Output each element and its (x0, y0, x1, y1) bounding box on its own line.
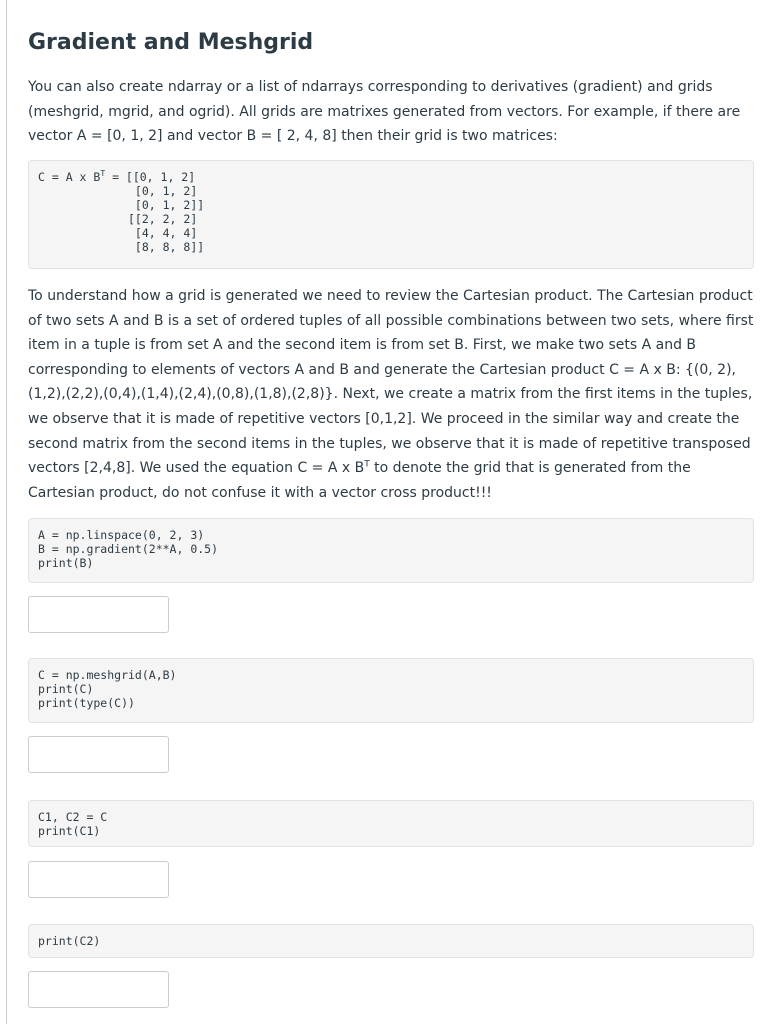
left-border-rule (6, 0, 7, 1024)
grid-example-first-row: = [[0, 1, 2] (105, 170, 196, 184)
output-box-unpack[interactable] (28, 861, 169, 898)
output-box-meshgrid[interactable] (28, 736, 169, 773)
grid-example-row: [4, 4, 4] (38, 226, 198, 240)
grid-example-row: [0, 1, 2] (38, 184, 198, 198)
grid-example-lhs: C = A x B (38, 170, 101, 184)
output-box-print-c2[interactable] (28, 971, 169, 1008)
grid-example-row: [[2, 2, 2] (38, 212, 198, 226)
page-title: Gradient and Meshgrid (28, 30, 314, 55)
grid-example-transpose: T (100, 169, 106, 179)
output-box-gradient[interactable] (28, 596, 169, 633)
intro-paragraph: You can also create ndarray or a list of ndarrays corresponding to derivatives (gradient) and grids (meshgrid, mgrid, and ogrid). All grids are matrixes generated from vectors. For example, if there are vector A = [0, 1, 2] and vector B = [ 2, 4, 8] then their grid is two matrices: (28, 79, 741, 145)
cartesian-explanation-paragraph (28, 284, 758, 505)
grid-example-row: [0, 1, 2]] (38, 198, 205, 212)
explanation-text: To understand how a grid is generated we need to review the Cartesian product. The Cartesian product of two sets A and B is a set of ordered tuples of all possible combinations between two sets, where first item in a tuple is from set A and the second item is from set B. First, we make two sets A and B corresponding to elements of vectors A and B and generate the Cartesian product C = A x B: {(0, 2), (1,2),(2,2),(0,4),(1,4),(2,4),(0,8),(1,8),(2,8)}. Next, we create a matrix from the first items in the tuples, we observe that it is made of repetitive vectors [0,1,2]. We proceed in the similar way and create the second matrix from the second items in the tuples, we observe that it is made of repetitive transposed vectors [2,4,8]. We used the equation C = A x B (28, 288, 754, 477)
code-cell-print-c2[interactable]: print(C2) (28, 924, 754, 958)
explanation-transpose: T (364, 459, 370, 470)
code-cell-meshgrid[interactable]: C = np.meshgrid(A,B) print(C) print(type(C)) (28, 658, 754, 723)
code-cell-gradient[interactable]: A = np.linspace(0, 2, 3) B = np.gradient(2**A, 0.5) print(B) (28, 518, 754, 583)
explanation-text-end: to denote the grid that is generated from the Cartesian product, do not confuse it with a vector cross product!!! (28, 460, 691, 501)
grid-example-block (28, 160, 754, 269)
code-cell-unpack[interactable]: C1, C2 = C print(C1) (28, 800, 754, 847)
grid-example-row: [8, 8, 8]] (38, 240, 205, 254)
